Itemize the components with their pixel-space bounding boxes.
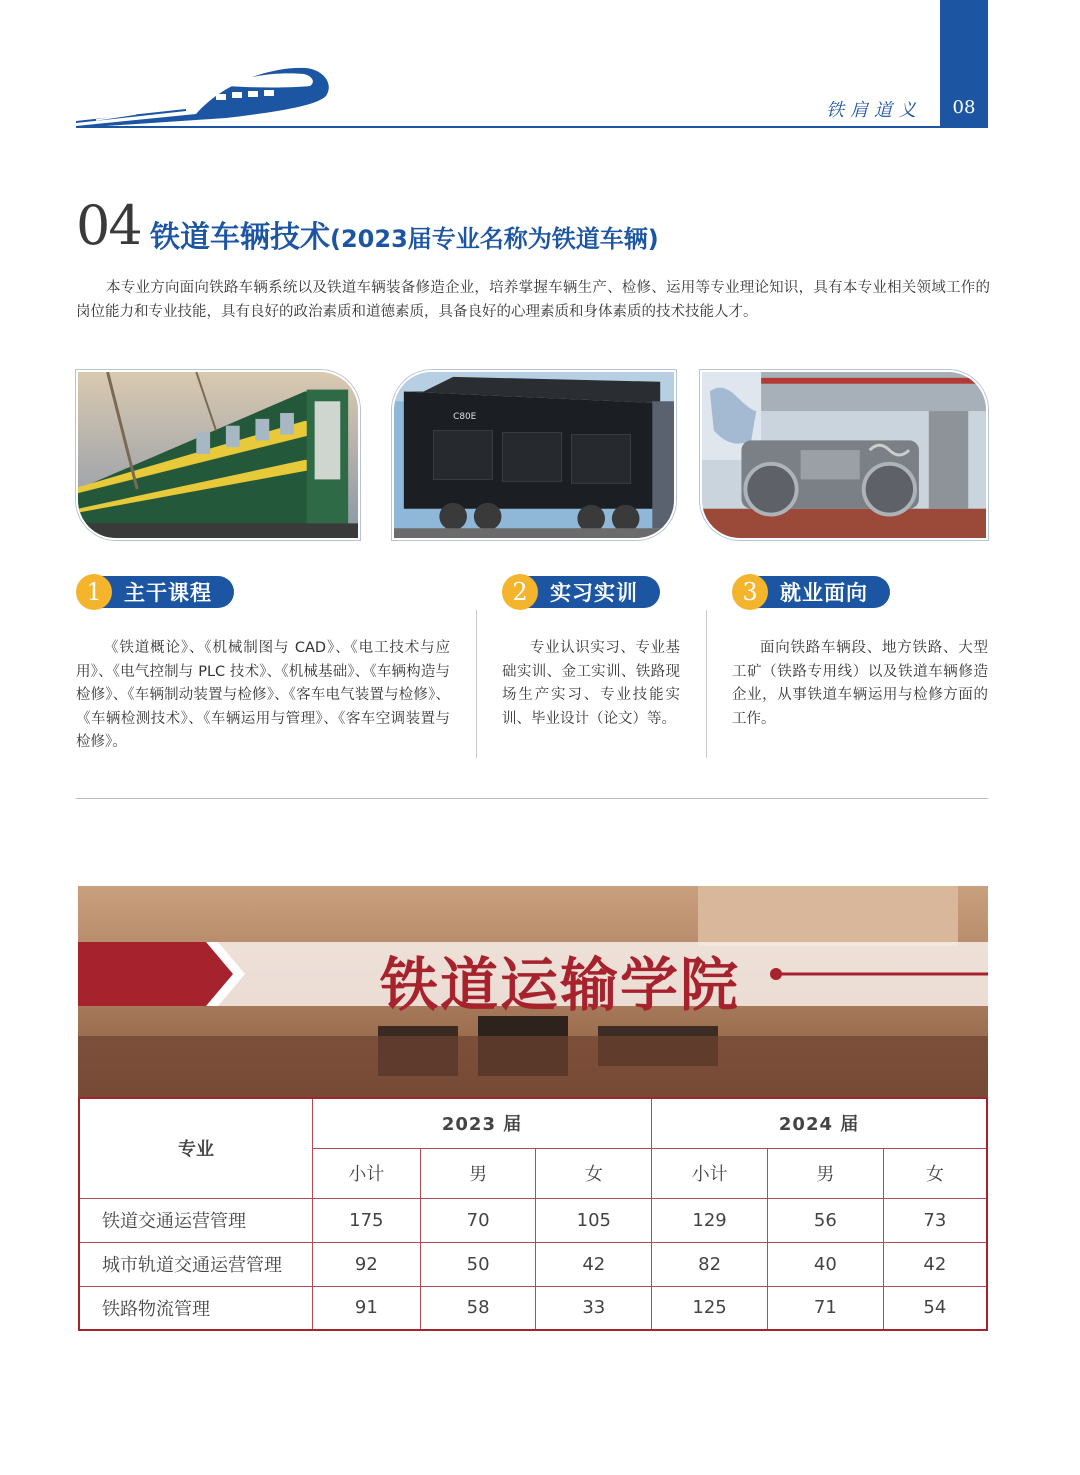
section-intro: 本专业方向面向铁路车辆系统以及铁道车辆装备修造企业，培养掌握车辆生产、检修、运用等专业理论知识，具有本专业相关领域工作的岗位能力和专业技能，具有良好的政治素质和道德素质，具备良好的心理素质和身体素质的技术技能人才。 xyxy=(76,280,990,320)
table-cell: 73 xyxy=(883,1198,987,1242)
section-number: 04 xyxy=(76,194,141,257)
heading-label: 就业面向 xyxy=(758,576,890,608)
table-row xyxy=(79,1242,987,1286)
year-header-2023: 2023 届 xyxy=(312,1098,651,1148)
major-name: 铁路物流管理 xyxy=(79,1286,312,1330)
section-title-sub: (2023届专业名称为铁道车辆) xyxy=(330,225,659,253)
heading-number: 3 xyxy=(732,574,768,610)
section-divider xyxy=(76,798,988,799)
table-cell: 50 xyxy=(420,1242,536,1286)
heading-number: 1 xyxy=(76,574,112,610)
table-cell: 125 xyxy=(652,1286,768,1330)
sub-header: 小计 xyxy=(652,1148,768,1198)
table-cell: 70 xyxy=(420,1198,536,1242)
table-cell: 40 xyxy=(767,1242,883,1286)
year-header-2024: 2024 届 xyxy=(652,1098,987,1148)
green-passenger-coach-photo xyxy=(76,370,360,540)
high-speed-train-icon xyxy=(76,62,336,132)
page-number: 08 xyxy=(952,97,976,118)
heading-label: 实习实训 xyxy=(528,576,660,608)
heading-number: 2 xyxy=(502,574,538,610)
section-title xyxy=(150,212,659,256)
table-cell: 82 xyxy=(652,1242,768,1286)
table-cell: 175 xyxy=(312,1198,420,1242)
header-motto: 铁肩道义 xyxy=(826,100,922,121)
table-cell: 129 xyxy=(652,1198,768,1242)
svg-text:C80E: C80E xyxy=(453,411,477,422)
sub-header: 女 xyxy=(883,1148,987,1198)
table-cell: 71 xyxy=(767,1286,883,1330)
table-cell: 33 xyxy=(536,1286,652,1330)
main-courses-text: 《铁道概论》、《机械制图与 CAD》、《电工技术与应用》、《电气控制与 PLC 技术》、《机械基础》、《车辆构造与检修》、《车辆制动装置与检修》、《客车电气装置与检修》、《车辆检测技术》、《车辆运用与管理》、《客车空调装置与检修》。 xyxy=(76,640,450,750)
table-row xyxy=(79,1198,987,1242)
major-name: 城市轨道交通运营管理 xyxy=(79,1242,312,1286)
table-cell: 42 xyxy=(883,1242,987,1286)
table-cell: 58 xyxy=(420,1286,536,1330)
sub-header: 女 xyxy=(536,1148,652,1198)
header-rule xyxy=(76,126,988,128)
heading-label: 主干课程 xyxy=(102,576,234,608)
column-divider xyxy=(706,610,707,758)
college-title: 铁道运输学院 xyxy=(380,951,741,1019)
heading-employment xyxy=(732,575,890,609)
section-title-main: 铁道车辆技术 xyxy=(150,220,330,255)
bogie-workshop-photo xyxy=(700,370,988,540)
table-cell: 56 xyxy=(767,1198,883,1242)
heading-main-courses xyxy=(76,575,234,609)
table-row xyxy=(79,1286,987,1330)
internship-text: 专业认识实习、专业基础实训、金工实训、铁路现场生产实习、专业技能实训、毕业设计（论文）等。 xyxy=(502,640,680,727)
sub-header: 小计 xyxy=(312,1148,420,1198)
employment-text: 面向铁路车辆段、地方铁路、大型工矿（铁路专用线）以及铁道车辆修造企业，从事铁道车辆运用与检修方面的工作。 xyxy=(732,640,988,727)
table-cell: 91 xyxy=(312,1286,420,1330)
major-name: 铁道交通运营管理 xyxy=(79,1198,312,1242)
page-number-tab xyxy=(940,0,988,126)
sub-header: 男 xyxy=(767,1148,883,1198)
sub-header: 男 xyxy=(420,1148,536,1198)
heading-internship xyxy=(502,575,660,609)
table-cell: 105 xyxy=(536,1198,652,1242)
table-cell: 42 xyxy=(536,1242,652,1286)
enrollment-table xyxy=(78,1097,988,1331)
table-cell: 92 xyxy=(312,1242,420,1286)
major-header: 专业 xyxy=(79,1098,312,1198)
college-banner xyxy=(78,886,988,1098)
column-divider xyxy=(476,610,477,758)
black-freight-wagon-photo xyxy=(392,370,676,540)
table-cell: 54 xyxy=(883,1286,987,1330)
